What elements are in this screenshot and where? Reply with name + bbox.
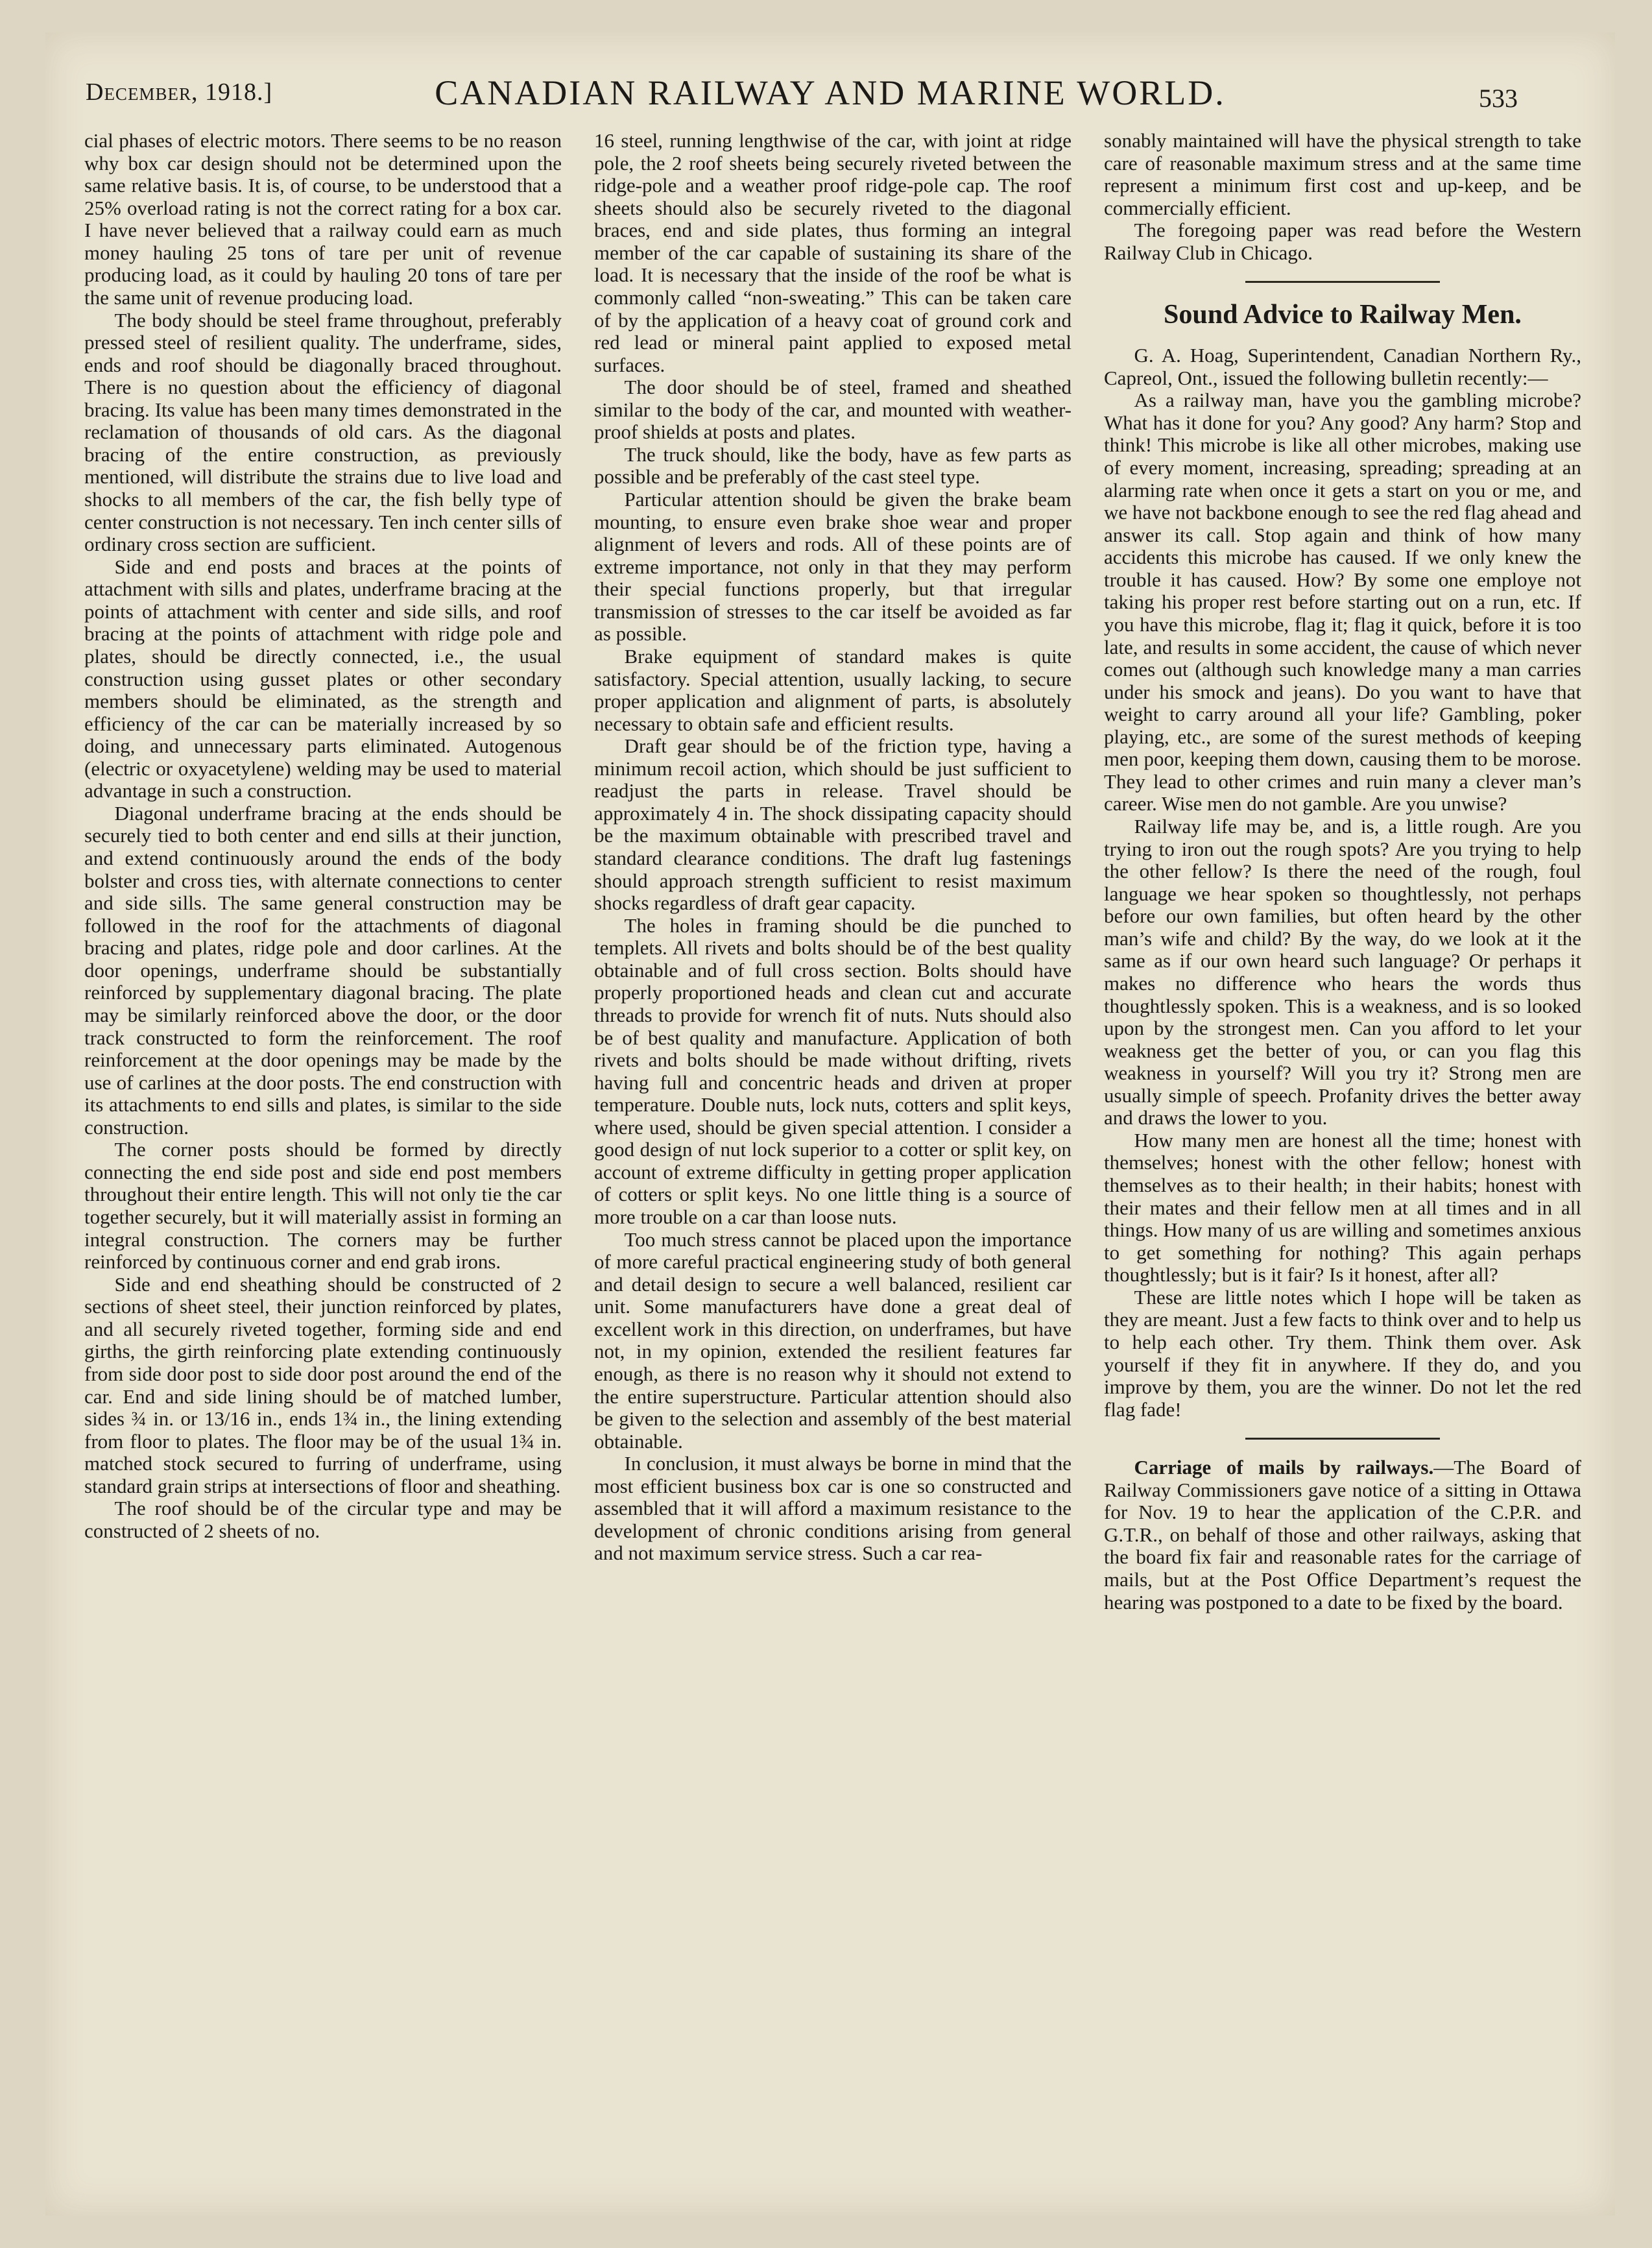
- column-2: [594, 130, 1071, 2193]
- paragraph: Side and end posts and braces at the points of attachment with sills and plates, underframe bracing at the points of attachment with center and side sills, and roof bracing at the points of attachment with ridge pole and plates, should be directly connected, i.e., the usual construction using gusset plates or other secondary members should be eliminated, as the strength and efficiency of the car can be materially increased by so doing, and unnecessary parts eliminated. Autogenous (electric or oxyacetylene) welding may be used to material advantage in such a construction.: [84, 555, 562, 803]
- paragraph: Too much stress cannot be placed upon the importance of more careful practical engineering study of both general and detail design to secure a well balanced, resilient car unit. Some manufacturers have done a great deal of excellent work in this direction, on underframes, but have not, in my opinion, extended the resilient features far enough, as there is no reason why it should not extend to the entire superstructure. Particular attention should also be given to the selection and assembly of the best material obtainable.: [594, 1227, 1071, 1453]
- paragraph: The holes in framing should be die punched to templets. All rivets and bolts should be of the best quality obtainable and of full cross section. Bolts should have properly proportioned heads and clean cut and accurate threads to provide for wrench fit of nuts. Nuts should also be of best quality and manufacture. Application of both rivets and bolts should be made without drifting, rivets having full and concentric heads and driven at proper temperature. Double nuts, lock nuts, cotters and split keys, where used, should be given special attention. I consider a good design of nut lock superior to a cotter or split key, on account of extreme difficulty in getting proper application of cotters or split keys. No one little thing is a source of more trouble on a car than loose nuts.: [594, 913, 1071, 1228]
- publication-title: CANADIAN RAILWAY AND MARINE WORLD.: [435, 73, 1226, 112]
- news-item-text: —The Board of Railway Commissioners gave notice of a sitting in Ottawa for Nov. 19 to hear the application of the C.P.R. and G.T.R., on behalf of those and other railways, asking that the board fix fair and reasonable rates for the carriage of mails, but at the Post Office Department’s request the hearing was postponed to a date to be fixed by the board.: [1104, 1456, 1581, 1613]
- issue-date: December, 1918.]: [86, 79, 273, 106]
- news-item: [1104, 1456, 1581, 1613]
- paragraph: cial phases of electric motors. There seems to be no reason why box car design should not be determined upon the same relative basis. It is, of course, to be understood that a 25% overload rating is not the correct rating for a box car. I have never believed that a railway could earn as much money hauling 25 tons of tare per unit of revenue producing load, as it could by hauling 20 tons of tare per the same unit of revenue producing load.: [84, 130, 562, 309]
- divider-rule: [1245, 1438, 1440, 1440]
- paragraph: Side and end sheathing should be constructed of 2 sections of sheet steel, their junction reinforced by plates, and all securely riveted together, forming side and end girths, the girth reinforcing plate extending continuously from side door post to side door post around the end of the car. End and side lining should be of matched lumber, sides ¾ in. or 13/16 in., ends 1¾ in., the lining extending from floor to plates. The floor may be of the usual 1¾ in. matched stock secured to furring of underframe, using standard grain strips at intersections of floor and sheathing.: [84, 1272, 562, 1497]
- article-heading: Sound Advice to Railway Men.: [1164, 300, 1522, 330]
- paragraph: Draft gear should be of the friction type, having a minimum recoil action, which should be just sufficient to readjust the parts in release. Travel should be approximately 4 in. The shock dissipating capacity should be the maximum obtainable with prescribed travel and standard clearance conditions. The draft lug fastenings should approach strength sufficient to resist maximum shocks regardless of draft gear capacity.: [594, 734, 1071, 915]
- paragraph: sonably maintained will have the physical strength to take care of reasonable maximum stress and at the same time represent a minimum first cost and up-keep, and be commercially efficient.: [1104, 130, 1581, 219]
- paragraph: G. A. Hoag, Superintendent, Canadian Northern Ry., Capreol, Ont., issued the following bulletin recently:—: [1104, 344, 1581, 389]
- paragraph: The truck should, like the body, have as few parts as possible and be preferably of the cast steel type.: [594, 442, 1071, 489]
- paragraph: The corner posts should be formed by directly connecting the end side post and side end post members throughout their entire length. This will not only tie the car together securely, but it will materially assist in forming an integral construction. The corners may be further reinforced by continuous corner and end grab irons.: [84, 1138, 562, 1274]
- paragraph: The roof should be of the circular type and may be constructed of 2 sheets of no.: [84, 1497, 562, 1542]
- running-head: [45, 64, 1615, 115]
- paragraph: 16 steel, running lengthwise of the car, with joint at ridge pole, the 2 roof sheets being securely riveted between the ridge-pole and a weather proof ridge-pole cap. The roof sheets should also be securely riveted to the diagonal braces, end and side plates, thus forming an integral member of the car capable of sustaining its share of the load. It is necessary that the inside of the roof be what is commonly called “non-sweating.” This can be taken care of by the application of a heavy coat of ground cork and red lead or mineral paint applied to exposed metal surfaces.: [594, 130, 1071, 376]
- paragraph: In conclusion, it must always be borne in mind that the most efficient business box car is one so constructed and assembled that it will afford a maximum resistance to the development of chronic conditions arising from general and not maximum service stress. Such a car rea-: [594, 1452, 1071, 1565]
- paragraph: The foregoing paper was read before the Western Railway Club in Chicago.: [1104, 219, 1581, 264]
- paragraph: The door should be of steel, framed and sheathed similar to the body of the car, and mounted with weather-proof shields at posts and plates.: [594, 376, 1071, 444]
- text-columns: [84, 130, 1583, 2193]
- paragraph: As a railway man, have you the gambling microbe? What has it done for you? Any good? Any harm? Stop and think! This microbe is like all other microbes, making use of every moment, increasing, spreading; spreading at an alarming rate when once it gets a start on you or me, and we have not backbone enough to see the red flag ahead and answer its call. Stop again and think of how many accidents this microbe has caused. If we only knew the trouble it has caused. How? By some one employe not taking his proper rest before starting out on a run, etc. If you have this microbe, flag it; flag it quick, before it is too late, and results in some accident, the cause of which never comes out (although such knowledge many a man carries under his smock and jeans). Do you want to have that weight to carry around all your life? Gambling, poker playing, etc., are some of the surest methods of keeping men poor, keeping them down, causing them to be morose. They lead to other crimes and ruin many a clever man’s career. Wise men do not gamble. Are you unwise?: [1104, 389, 1581, 816]
- paragraph: Railway life may be, and is, a little rough. Are you trying to iron out the rough spots? Are you trying to help the other fellow? Is there the need of the rough, foul language we hear spoken so thoughtlessly, not perhaps before our own families, but often heard by the other man’s wife and child? By the way, do we look at it the same as if our own heard such language? Or perhaps it makes no difference who hears the words thus thoughtlessly spoken. This is a weakness, and is so looked upon by the strongest men. Can you afford to let your weakness get the better of you, or can you flag this weakness in yourself? Will you try it? Strong men are usually simple of speech. Profanity drives the better away and draws the lower to you.: [1104, 815, 1581, 1130]
- divider-rule: [1245, 281, 1440, 283]
- newspaper-page: [45, 32, 1615, 2216]
- page-number: 533: [1479, 84, 1518, 113]
- paragraph: The body should be steel frame throughout, preferably pressed steel of resilient quality. The underframe, sides, ends and roof should be diagonally braced throughout. There is no question about the efficiency of diagonal bracing. Its value has been many times demonstrated in the reclamation of thousands of old cars. As the diagonal bracing of the entire construction, as previously mentioned, will distribute the strains due to live load and shocks to all members of the car, the fish belly type of center construction is not necessary. Ten inch center sills of ordinary cross section are sufficient.: [84, 308, 562, 556]
- column-3: [1104, 130, 1581, 2193]
- paragraph: These are little notes which I hope will be taken as they are meant. Just a few facts to think over and to help us to help each other. Try them. Think them over. Ask yourself if they fit in anywhere. If they do, and you improve by them, you are the winner. Do not let the red flag fade!: [1104, 1285, 1581, 1421]
- paragraph: How many men are honest all the time; honest with themselves; honest with the other fellow; honest with themselves as to their health; in their habits; honest with their mates and their fellow men at all times and in all things. How many of us are willing and sometimes anxious to get something for nothing? This again perhaps thoughtlessly; but is it fair? Is it honest, after all?: [1104, 1128, 1581, 1287]
- column-1: [84, 130, 562, 2193]
- paragraph: Brake equipment of standard makes is quite satisfactory. Special attention, usually lacking, to secure proper application and alignment of parts, is absolutely necessary to obtain safe and efficient results.: [594, 644, 1071, 735]
- paragraph: Diagonal underframe bracing at the ends should be securely tied to both center and end sills at their junction, and extend continuously around the ends of the body bolster and cross ties, with alternate connections to center and side sills. The same general construction may be followed in the roof for the attachments of diagonal bracing and plates, ridge pole and door carlines. At the door openings, underframe should be substantially reinforced by supplementary diagonal bracing. The plate may be similarly reinforced above the door, or the door track constructed to form the reinforcement. The roof reinforcement at the door openings may be made by the use of carlines at the door posts. The end construction with its attachments to end sills and plates, is similar to the side construction.: [84, 801, 562, 1139]
- news-item-lead: Carriage of mails by railways.: [1134, 1456, 1434, 1479]
- paragraph: Particular attention should be given the brake beam mounting, to ensure even brake shoe wear and proper alignment of levers and rods. All of these points are of extreme importance, not only in that they may perform their special functions properly, but that irregular transmission of stresses to the car itself be avoided as far as possible.: [594, 488, 1071, 646]
